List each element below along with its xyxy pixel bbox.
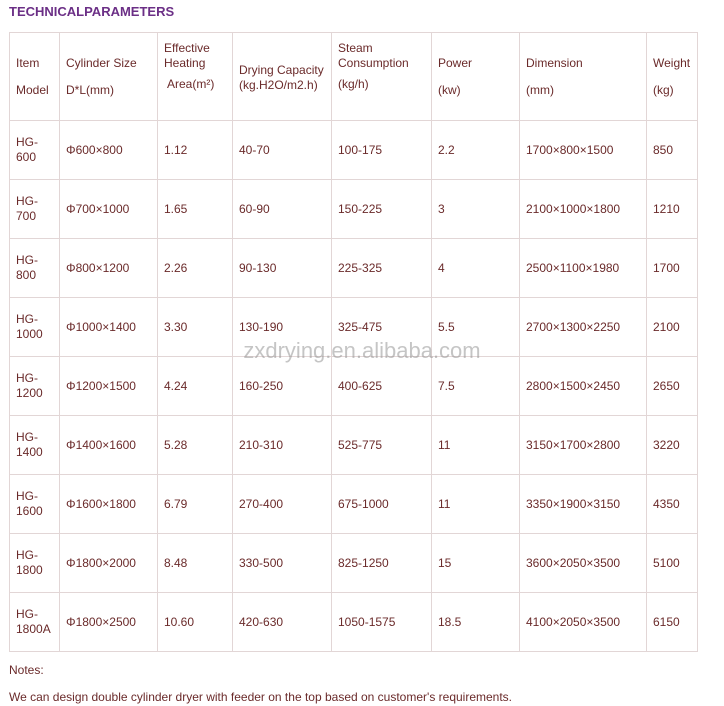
- cell-heating-area: 1.65: [158, 180, 233, 239]
- table-header-row: [10, 33, 698, 121]
- cell-dimension: 1700×800×1500: [520, 121, 647, 180]
- parameters-table: [9, 32, 698, 652]
- cell-steam-consumption: 675-1000: [332, 475, 432, 534]
- cell-dimension: 3150×1700×2800: [520, 416, 647, 475]
- cell-model: HG- 600: [10, 121, 60, 180]
- cell-cylinder-size: Φ800×1200: [60, 239, 158, 298]
- cell-cylinder-size: Φ1600×1800: [60, 475, 158, 534]
- notes-label: Notes:: [9, 663, 44, 677]
- cell-steam-consumption: 1050-1575: [332, 593, 432, 652]
- cell-cylinder-size: Φ1200×1500: [60, 357, 158, 416]
- table-row: [10, 534, 698, 593]
- header-power: Power (kw): [432, 33, 520, 121]
- cell-drying-capacity: 270-400: [233, 475, 332, 534]
- header-effective-heating-area: Effective Heating Area(m²): [158, 33, 233, 121]
- cell-weight: 3220: [647, 416, 698, 475]
- cell-steam-consumption: 225-325: [332, 239, 432, 298]
- header-weight: Weight (kg): [647, 33, 698, 121]
- watermark-text: zxdrying.en.alibaba.com: [243, 338, 481, 363]
- cell-heating-area: 5.28: [158, 416, 233, 475]
- cell-drying-capacity: 130-190: [233, 298, 332, 357]
- cell-model: HG- 1600: [10, 475, 60, 534]
- table-row: [10, 357, 698, 416]
- cell-dimension: 2100×1000×1800: [520, 180, 647, 239]
- cell-power: 3: [432, 180, 520, 239]
- cell-power: 2.2: [432, 121, 520, 180]
- cell-heating-area: 4.24: [158, 357, 233, 416]
- cell-weight: 4350: [647, 475, 698, 534]
- cell-weight: 1700: [647, 239, 698, 298]
- header-steam-consumption: Steam Consumption (kg/h): [332, 33, 432, 121]
- header-item-model: Item Model: [10, 33, 60, 121]
- table-row: [10, 239, 698, 298]
- cell-model: HG- 700: [10, 180, 60, 239]
- cell-steam-consumption: 825-1250: [332, 534, 432, 593]
- cell-heating-area: 6.79: [158, 475, 233, 534]
- table-row: [10, 180, 698, 239]
- cell-power: 18.5: [432, 593, 520, 652]
- table-row: [10, 475, 698, 534]
- cell-heating-area: 2.26: [158, 239, 233, 298]
- notes-text: We can design double cylinder dryer with feeder on the top based on customer's requirements.: [9, 690, 513, 704]
- cell-steam-consumption: 525-775: [332, 416, 432, 475]
- cell-weight: 850: [647, 121, 698, 180]
- table-row: [10, 416, 698, 475]
- cell-cylinder-size: Φ600×800: [60, 121, 158, 180]
- cell-drying-capacity: 60-90: [233, 180, 332, 239]
- cell-power: 5.5: [432, 298, 520, 357]
- cell-drying-capacity: 420-630: [233, 593, 332, 652]
- cell-model: HG- 1000: [10, 298, 60, 357]
- cell-power: 4: [432, 239, 520, 298]
- cell-steam-consumption: 100-175: [332, 121, 432, 180]
- cell-steam-consumption: 400-625: [332, 357, 432, 416]
- cell-heating-area: 8.48: [158, 534, 233, 593]
- header-dimension: Dimension (mm): [520, 33, 647, 121]
- cell-cylinder-size: Φ1800×2000: [60, 534, 158, 593]
- header-drying-capacity: Drying Capacity (kg.H2O/m2.h): [233, 33, 332, 121]
- cell-dimension: 2500×1100×1980: [520, 239, 647, 298]
- cell-drying-capacity: 90-130: [233, 239, 332, 298]
- cell-model: HG- 1800: [10, 534, 60, 593]
- cell-steam-consumption: 325-475: [332, 298, 432, 357]
- cell-drying-capacity: 40-70: [233, 121, 332, 180]
- cell-cylinder-size: Φ1800×2500: [60, 593, 158, 652]
- cell-steam-consumption: 150-225: [332, 180, 432, 239]
- table-row: [10, 298, 698, 357]
- cell-cylinder-size: Φ1400×1600: [60, 416, 158, 475]
- cell-model: HG- 800: [10, 239, 60, 298]
- cell-heating-area: 1.12: [158, 121, 233, 180]
- cell-drying-capacity: 210-310: [233, 416, 332, 475]
- cell-power: 11: [432, 416, 520, 475]
- cell-heating-area: 10.60: [158, 593, 233, 652]
- cell-drying-capacity: 160-250: [233, 357, 332, 416]
- cell-drying-capacity: 330-500: [233, 534, 332, 593]
- cell-model: HG- 1800A: [10, 593, 60, 652]
- cell-cylinder-size: Φ1000×1400: [60, 298, 158, 357]
- cell-power: 7.5: [432, 357, 520, 416]
- cell-dimension: 3350×1900×3150: [520, 475, 647, 534]
- cell-heating-area: 3.30: [158, 298, 233, 357]
- cell-dimension: 4100×2050×3500: [520, 593, 647, 652]
- cell-dimension: 2700×1300×2250: [520, 298, 647, 357]
- cell-weight: 2100: [647, 298, 698, 357]
- table-row: [10, 593, 698, 652]
- page-title: TECHNICALPARAMETERS: [9, 4, 175, 19]
- cell-model: HG- 1200: [10, 357, 60, 416]
- header-cylinder-size: Cylinder Size D*L(mm): [60, 33, 158, 121]
- cell-weight: 2650: [647, 357, 698, 416]
- cell-weight: 1210: [647, 180, 698, 239]
- cell-model: HG- 1400: [10, 416, 60, 475]
- cell-power: 11: [432, 475, 520, 534]
- cell-dimension: 3600×2050×3500: [520, 534, 647, 593]
- cell-cylinder-size: Φ700×1000: [60, 180, 158, 239]
- cell-dimension: 2800×1500×2450: [520, 357, 647, 416]
- cell-power: 15: [432, 534, 520, 593]
- cell-weight: 6150: [647, 593, 698, 652]
- table-row: [10, 121, 698, 180]
- cell-weight: 5100: [647, 534, 698, 593]
